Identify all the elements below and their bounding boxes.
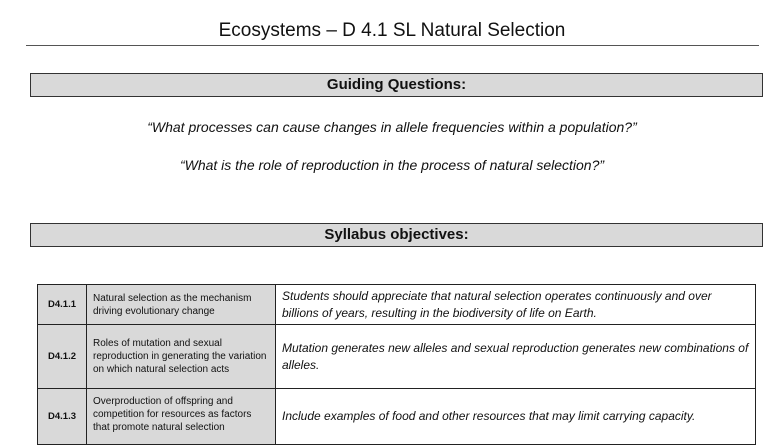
table-row xyxy=(38,285,756,325)
objective-topic-cell xyxy=(87,389,276,445)
guiding-questions-heading: Guiding Questions: xyxy=(30,73,763,97)
guiding-question-1: “What processes can cause changes in allele frequencies within a population?” xyxy=(147,119,637,135)
document-title: Ecosystems – D 4.1 SL Natural Selection xyxy=(218,20,566,41)
syllabus-objectives-table xyxy=(37,284,756,445)
objective-description: Students should appreciate that natural selection operates continuously and over billions of years, resulting in the biodiversity of life on Earth. xyxy=(276,285,756,325)
objective-code: D4.1.1 xyxy=(38,285,87,325)
objective-topic: Overproduction of offspring and competition for resources as factors that promote natural selection xyxy=(93,395,252,433)
table-row xyxy=(38,325,756,389)
syllabus-objectives-heading: Syllabus objectives: xyxy=(30,223,763,247)
objective-description: Mutation generates new alleles and sexual reproduction generates new combinations of alleles. xyxy=(276,325,756,389)
objective-topic: Natural selection as the mechanism driving evolutionary change xyxy=(87,285,276,325)
guiding-question-2: “What is the role of reproduction in the process of natural selection?” xyxy=(179,157,605,173)
title-divider xyxy=(26,45,759,46)
objective-code: D4.1.2 xyxy=(38,325,87,389)
objective-code: D4.1.3 xyxy=(38,389,87,445)
table-row xyxy=(38,389,756,445)
objective-description: Include examples of food and other resources that may limit carrying capacity. xyxy=(276,389,756,445)
objective-topic: Roles of mutation and sexual reproduction in generating the variation on which natural selection acts xyxy=(87,325,276,389)
